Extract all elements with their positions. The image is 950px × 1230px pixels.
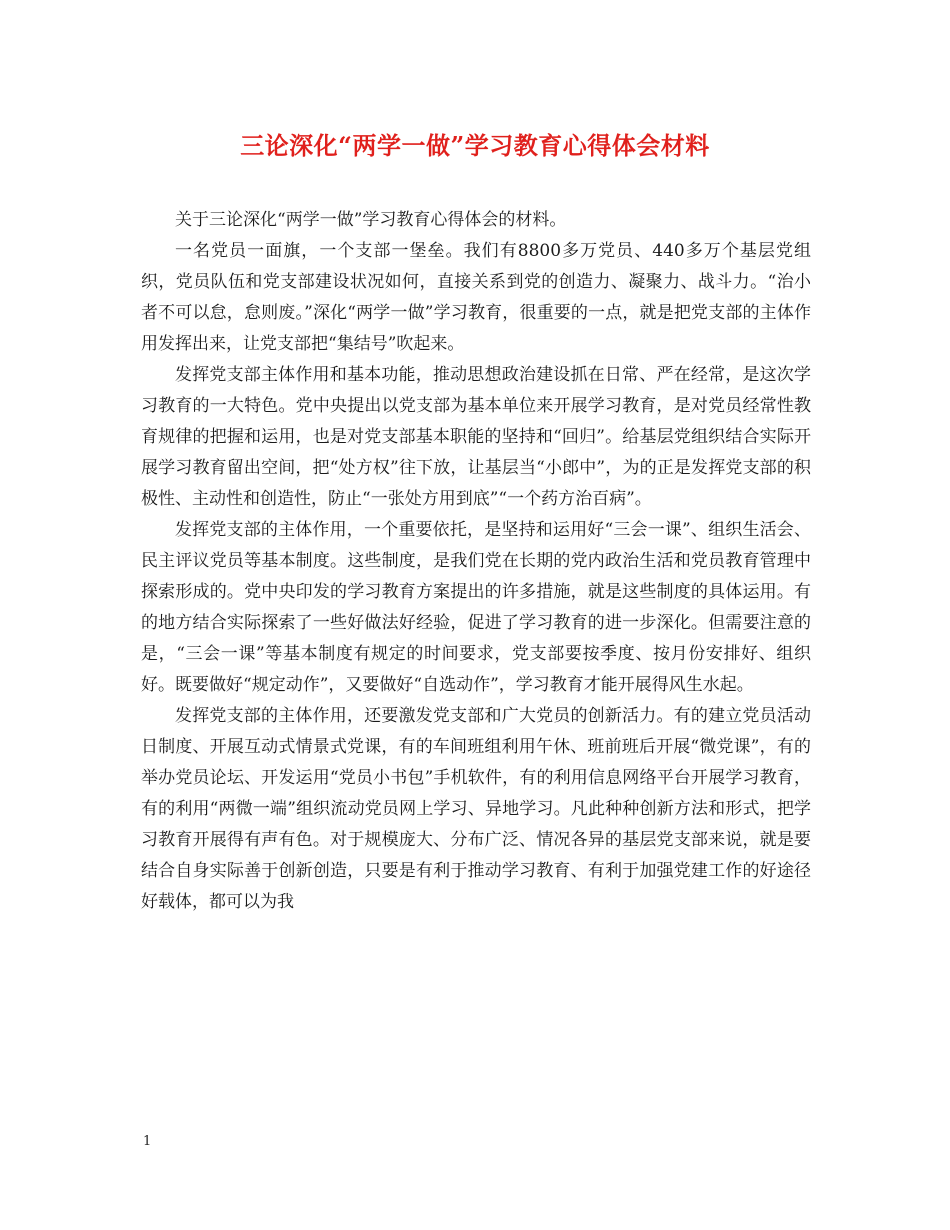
paragraph-intro: 关于三论深化“两学一做”学习教育心得体会的材料。 bbox=[175, 210, 567, 230]
paragraph: 发挥党支部主体作用和基本功能，推动思想政治建设抓在日常、严在经常，是这次学习教育的一大特色。党中央提出以党支部为基本单位来开展学习教育，是对党员经常性教育规律的把握和运用，也是对党支部基本职能的坚持和“回归”。给基层党组织结合实际开展学习教育留出空间，把“处方权”往下放，让基层当“小郎中”，为的正是发挥党支部的积极性、主动性和创造性，防止“一张处方用到底”“一个药方治百病”。 bbox=[141, 365, 811, 509]
paragraph: 发挥党支部的主体作用，还要激发党支部和广大党员的创新活力。有的建立党员活动日制度、开展互动式情景式党课，有的车间班组利用午休、班前班后开展“微党课”，有的举办党员论坛、开发运用“党员小书包”手机软件，有的利用信息网络平台开展学习教育，有的利用“两微一端”组织流动党员网上学习、异地学习。凡此种种创新方法和形式，把学习教育开展得有声有色。对于规模庞大、分布广泛、情况各异的基层党支部来说，就是要结合自身实际善于创新创造，只要是有利于推动学习教育、有利于加强党建工作的好途径好载体，都可以为我 bbox=[141, 706, 811, 912]
document-body bbox=[141, 205, 811, 918]
paragraph: 发挥党支部的主体作用，一个重要依托，是坚持和运用好“三会一课”、组织生活会、民主评议党员等基本制度。这些制度，是我们党在长期的党内政治生活和党员教育管理中探索形成的。党中央印发的学习教育方案提出的许多措施，就是这些制度的具体运用。有的地方结合实际探索了一些好做法好经验，促进了学习教育的进一步深化。但需要注意的是，“三会一课”等基本制度有规定的时间要求，党支部要按季度、按月份安排好、组织好。既要做好“规定动作”，又要做好“自选动作”，学习教育才能开展得风生水起。 bbox=[141, 520, 811, 695]
page-number: 1 bbox=[143, 1134, 152, 1149]
document-title: 三论深化“两学一做”学习教育心得体会材料 bbox=[240, 131, 710, 160]
paragraph: 一名党员一面旗，一个支部一堡垒。我们有8800多万党员、440多万个基层党组织，党员队伍和党支部建设状况如何，直接关系到党的创造力、凝聚力、战斗力。“治小者不可以怠，怠则废。”深化“两学一做”学习教育，很重要的一点，就是把党支部的主体作用发挥出来，让党支部把“集结号”吹起来。 bbox=[141, 241, 811, 354]
